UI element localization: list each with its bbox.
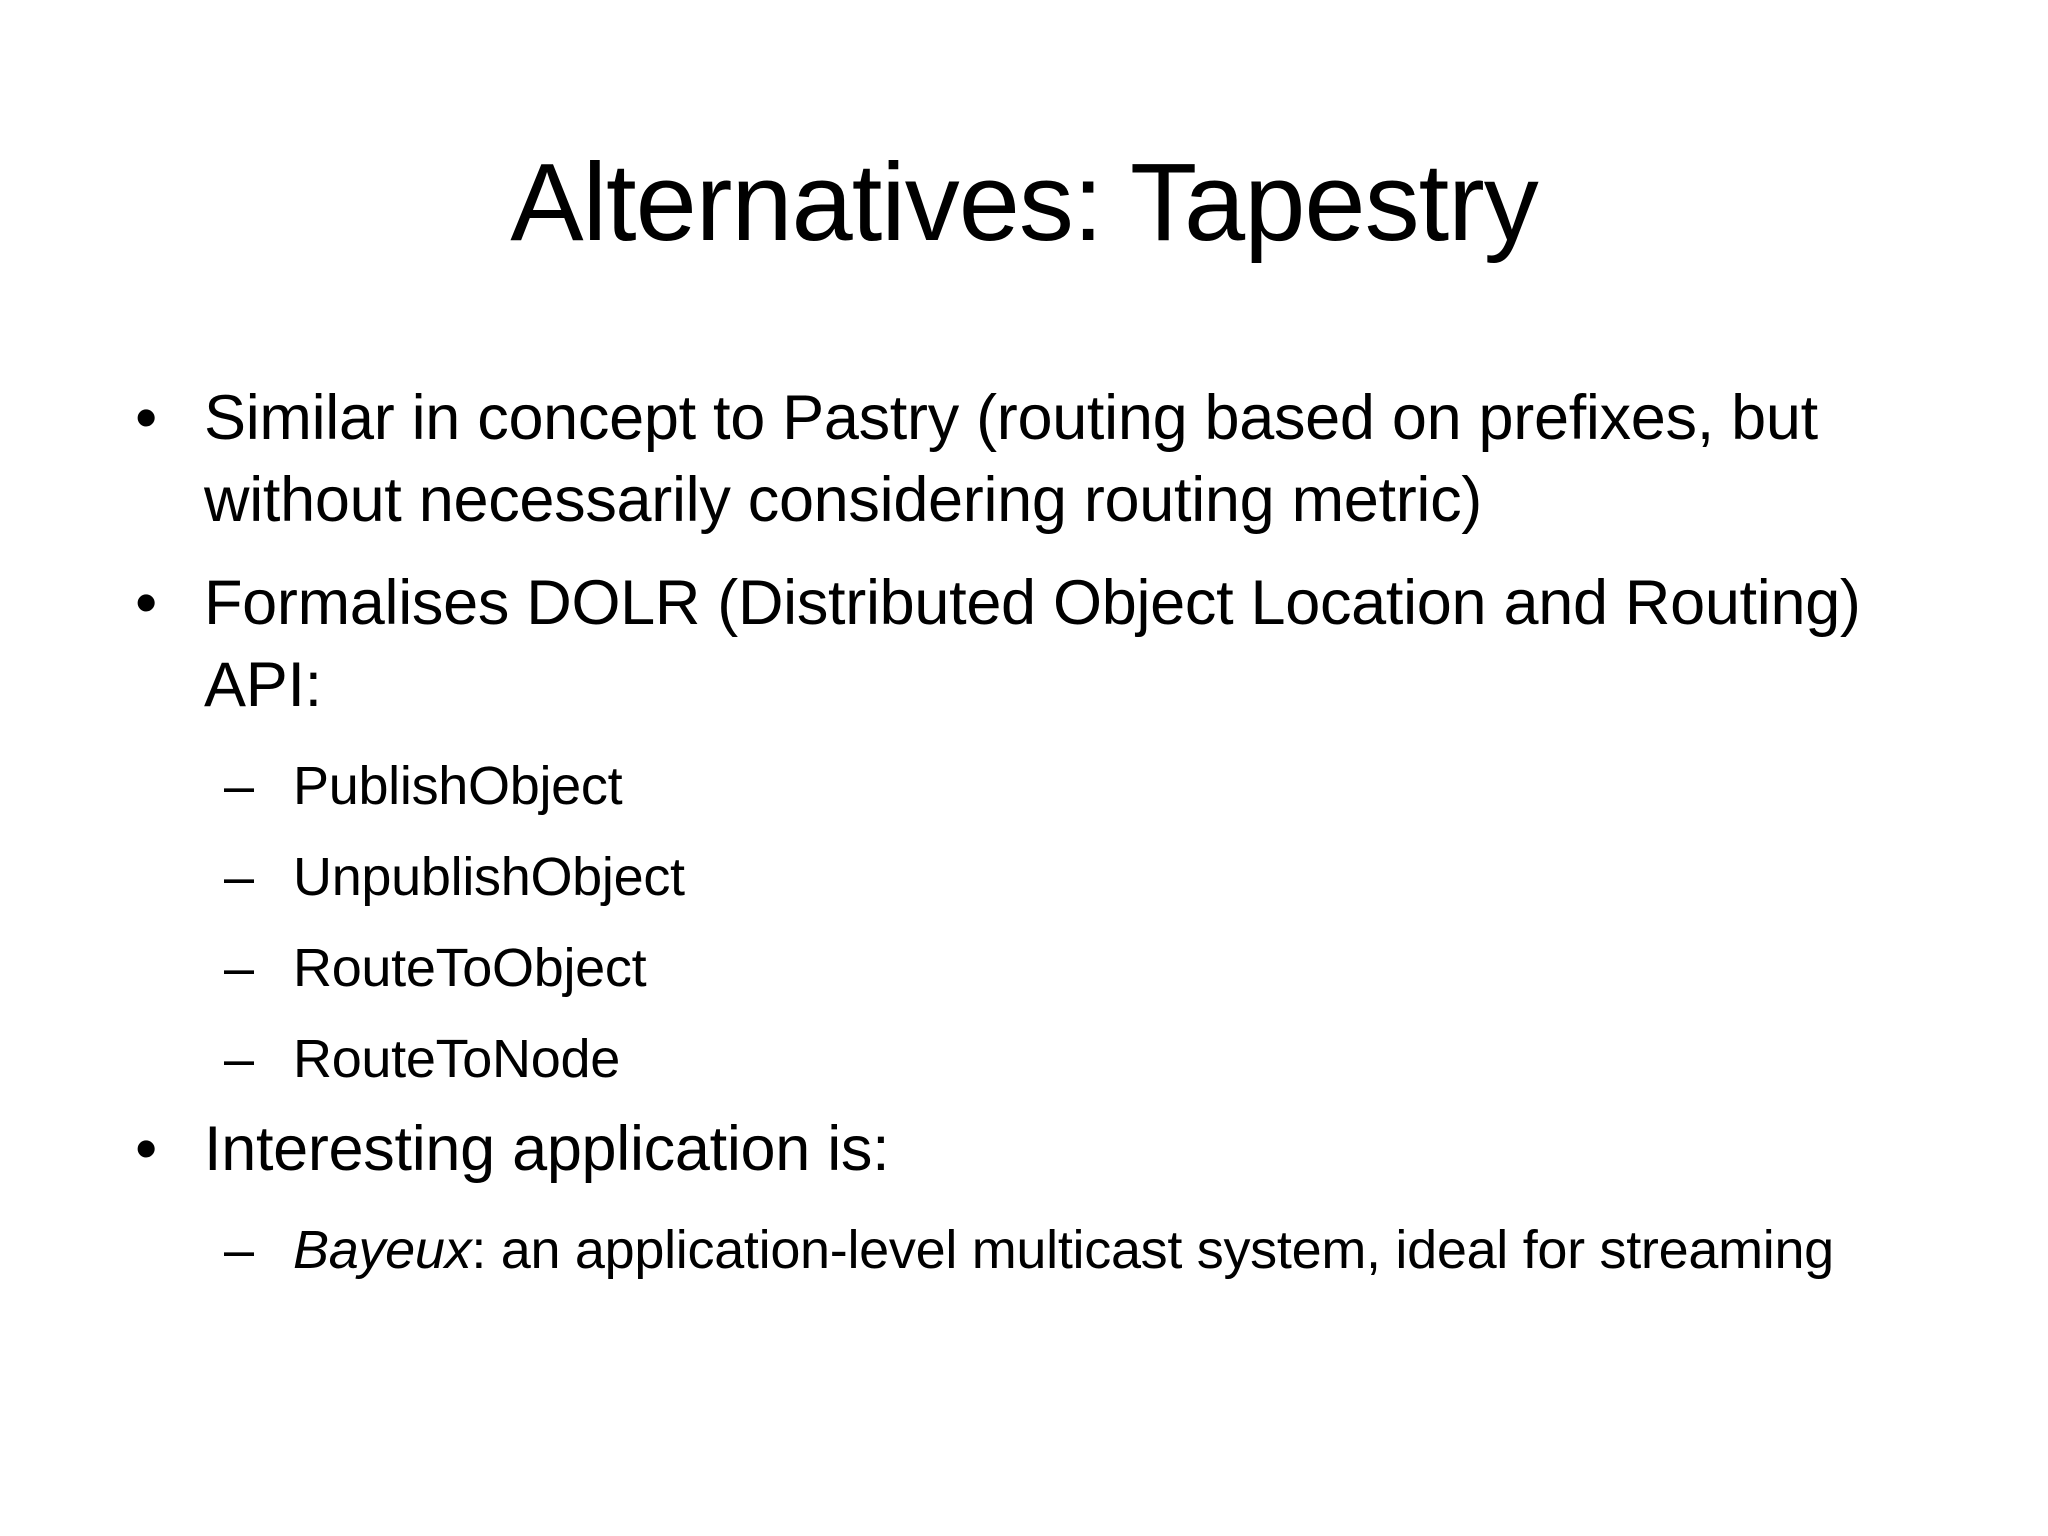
- bullet-item-3: [135, 1108, 1964, 1190]
- dash-marker: –: [224, 938, 254, 998]
- dash-marker: –: [224, 847, 254, 907]
- bullet-text: Formalises DOLR (Distributed Object Location and Routing) API:: [204, 568, 1861, 720]
- dash-marker: –: [224, 756, 254, 816]
- bullet-text: Interesting application is:: [204, 1114, 890, 1184]
- api-item-text: UnpublishObject: [293, 847, 685, 907]
- slide-title: Alternatives: Tapestry: [510, 141, 1538, 264]
- bullet-text: Similar in concept to Pastry (routing based on prefixes, but without necessarily considering routing metric): [204, 383, 1818, 535]
- application-description: : an application-level multicast system, ideal for streaming: [471, 1220, 1834, 1280]
- bullet-marker: •: [135, 568, 157, 638]
- api-item-text: PublishObject: [293, 756, 623, 816]
- api-item-text: RouteToObject: [293, 938, 647, 998]
- application-item: [224, 1213, 1933, 1287]
- api-item-text: RouteToNode: [293, 1029, 620, 1089]
- bullet-item-2: [135, 562, 1964, 726]
- api-item-3: [224, 931, 1953, 1005]
- api-item-1: [224, 749, 1953, 823]
- api-item-4: [224, 1022, 1953, 1096]
- dash-marker: –: [224, 1220, 254, 1280]
- application-name: Bayeux: [293, 1220, 472, 1280]
- dash-marker: –: [224, 1029, 254, 1089]
- api-item-2: [224, 840, 1953, 914]
- bullet-marker: •: [135, 383, 157, 453]
- bullet-marker: •: [135, 1114, 157, 1184]
- bullet-item-1: [135, 377, 1964, 541]
